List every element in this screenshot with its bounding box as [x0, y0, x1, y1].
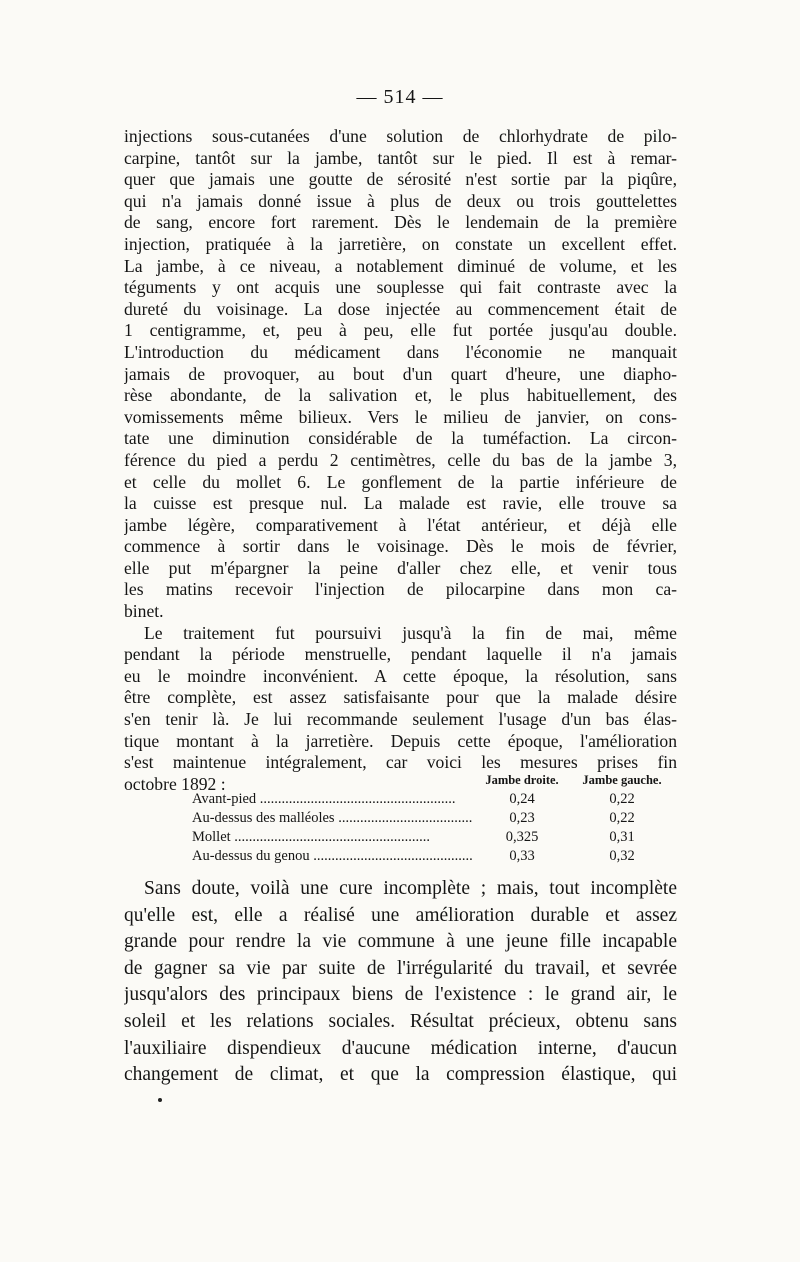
- right-leg-value: 0,23: [509, 810, 535, 826]
- measurement-label: Mollet .....: [192, 828, 472, 847]
- header-spacer: [192, 768, 472, 790]
- text-line: octobre 1892 :: [124, 773, 226, 794]
- text-line: l'auxiliaire dispendieux d'aucune médication interne, d'aucun: [124, 1037, 677, 1059]
- header-right-leg: Jambe droite.: [485, 773, 559, 787]
- text-line: Le traitement fut poursuivi jusqu'à la fin de mai, même: [144, 622, 677, 643]
- left-leg-value: 0,22: [609, 810, 635, 826]
- text-line: soleil et les relations sociales. Résultat précieux, obtenu sans: [124, 1010, 677, 1032]
- measurements-table: [192, 768, 672, 866]
- text-line: carpine, tantôt sur la jambe, tantôt sur le pied. Il est à remar-: [124, 147, 677, 168]
- text-line: téguments y ont acquis une souplesse qui fait contraste avec la: [124, 277, 677, 298]
- text-line: jusqu'alors des principaux biens de l'existence : le grand air, le: [124, 984, 677, 1006]
- text-line: jambe légère, comparativement à l'état antérieur, et déjà elle: [124, 514, 677, 535]
- left-leg-value: 0,31: [609, 829, 635, 845]
- text-line: changement de climat, et que la compression élastique, qui: [124, 1064, 677, 1086]
- text-line: s'est maintenue intégralement, car voici les mesures prises fin: [124, 752, 677, 773]
- text-line: binet.: [124, 601, 164, 622]
- text-line: tique montant à la jarretière. Depuis cette époque, l'amélioration: [124, 730, 677, 751]
- text-line: commence à sortir dans le voisinage. Dès le mois de février,: [124, 536, 677, 557]
- paragraph-2: [124, 876, 677, 1089]
- text-line: dureté du voisinage. La dose injectée au commencement était de: [124, 298, 677, 319]
- measurement-label: Au-dessus des malléoles .....: [192, 809, 472, 828]
- text-line: vomissements même bilieux. Vers le milieu de janvier, on cons-: [124, 406, 677, 427]
- text-line: rèse abondante, de la salivation et, le plus habituellement, des: [124, 385, 677, 406]
- text-line: La jambe, à ce niveau, a notablement diminué de volume, et les: [124, 255, 677, 276]
- measurement-row: [192, 809, 672, 828]
- text-line: L'introduction du médicament dans l'économie ne manquait: [124, 341, 677, 362]
- text-line: injection, pratiquée à la jarretière, on constate un excellent effet.: [124, 233, 677, 254]
- text-line: et celle du mollet 6. Le gonflement de la partie inférieure de: [124, 471, 677, 492]
- text-line: les matins recevoir l'injection de pilocarpine dans mon ca-: [124, 579, 677, 600]
- measurement-row: [192, 790, 672, 809]
- text-line: qu'elle est, elle a réalisé une amélioration durable et assez: [124, 904, 677, 926]
- text-line: être complète, est assez satisfaisante pour que la malade désire: [124, 687, 677, 708]
- text-line: de gagner sa vie par suite de l'irrégularité du travail, et sevrée: [124, 957, 677, 979]
- left-leg-value: 0,32: [609, 848, 635, 864]
- text-line: Sans doute, voilà une cure incomplète ; mais, tout incomplète: [144, 878, 677, 899]
- text-line: jamais de provoquer, au bout d'un quart d'heure, une diapho-: [124, 363, 677, 384]
- text-line: elle put m'épargner la peine d'aller chez elle, et venir tous: [124, 557, 677, 578]
- text-line: injections sous-cutanées d'une solution de chlorhydrate de pilo-: [124, 126, 677, 146]
- measurement-row: [192, 847, 672, 866]
- text-line: 1 centigramme, et, peu à peu, elle fut portée jusqu'au double.: [124, 320, 677, 341]
- right-leg-value: 0,24: [509, 791, 535, 807]
- text-line: grande pour rendre la vie commune à une jeune fille incapable: [124, 931, 677, 953]
- text-line: quer que jamais une goutte de sérosité n'est sortie par la piqûre,: [124, 169, 677, 190]
- measurement-row: [192, 828, 672, 847]
- text-line: tate une diminution considérable de la tuméfaction. La circon-: [124, 428, 677, 449]
- page-number: — 514 —: [356, 86, 444, 108]
- text-line: s'en tenir là. Je lui recommande seulement l'usage d'un bas élas-: [124, 709, 677, 730]
- paragraph-1: [124, 126, 677, 795]
- print-speck: [158, 1098, 162, 1102]
- left-leg-value: 0,22: [609, 791, 635, 807]
- text-line: la cuisse est presque nul. La malade est ravie, elle trouve sa: [124, 493, 677, 514]
- measurement-label: Avant-pied .....: [192, 790, 472, 809]
- text-line: férence du pied a perdu 2 centimètres, celle du bas de la jambe 3,: [124, 449, 677, 470]
- right-leg-value: 0,33: [509, 848, 535, 864]
- measurements-table-header: [192, 768, 672, 790]
- text-line: de sang, encore fort rarement. Dès le lendemain de la première: [124, 212, 677, 233]
- header-left-leg: Jambe gauche.: [582, 773, 662, 787]
- right-leg-value: 0,325: [505, 829, 539, 845]
- text-line: pendant la période menstruelle, pendant laquelle il n'a jamais: [124, 644, 677, 665]
- measurement-label: Au-dessus du genou .....: [192, 847, 472, 866]
- text-line: qui n'a jamais donné issue à plus de deux ou trois gouttelettes: [124, 190, 677, 211]
- text-line: eu le moindre inconvénient. A cette époque, la résolution, sans: [124, 665, 677, 686]
